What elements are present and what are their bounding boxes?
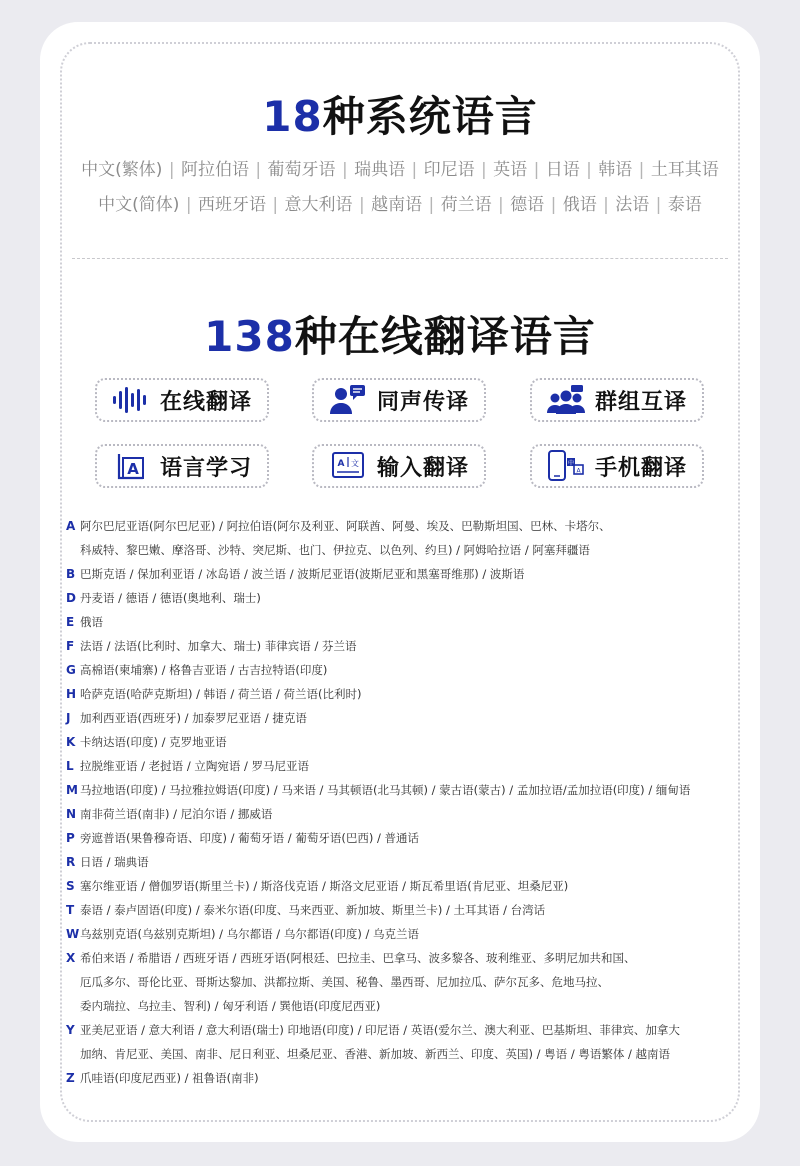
language-group [66,1018,740,1066]
group-letter: Y [66,1023,75,1037]
soundwave-icon [112,384,150,416]
system-languages-row-1 [40,155,760,180]
separator: | [185,195,192,215]
feature-label: 输入翻译 [376,455,469,481]
feature-label: 手机翻译 [594,455,687,481]
group-letter: A [66,519,76,533]
section-divider [72,258,728,259]
svg-text:A: A [576,467,581,475]
system-language-item: 印尼语 [423,160,475,180]
feature-label: 同声传译 [376,389,469,415]
group-letter: J [66,711,71,725]
system-language-item: 泰语 [667,195,702,215]
feature-simultaneous-interpretation [312,378,486,422]
system-language-item: 葡萄牙语 [267,160,336,180]
separator: | [481,160,487,180]
system-language-item: 瑞典语 [354,160,406,180]
group-letter: E [66,615,75,629]
language-group [66,778,740,802]
group-letter: R [66,855,76,869]
online-languages-title: 138种在线翻译语言 [204,312,596,361]
separator: | [168,160,175,180]
language-group [66,682,740,706]
group-letter: L [66,759,74,773]
language-line: 俄语 [80,615,103,629]
separator: | [655,195,662,215]
language-line: 亚美尼亚语 / 意大利语 / 意大利语(瑞士) 印地语(印度) / 印尼语 / 英语(爱尔兰、澳大利亚、巴基斯坦、菲律宾、加拿大 [80,1023,680,1037]
text-input-icon [329,450,367,482]
system-language-item: 中文(简体) [98,195,180,215]
language-group [66,562,740,586]
language-group [66,730,740,754]
language-line: 乌兹别克语(乌兹别克斯坦) / 乌尔都语 / 乌尔都语(印度) / 乌克兰语 [80,927,419,941]
group-letter: F [66,639,75,653]
language-group [66,826,740,850]
language-line: 南非荷兰语(南非) / 尼泊尔语 / 挪威语 [80,807,273,821]
language-group [66,946,740,1018]
svg-text:中: 中 [567,460,574,467]
feature-phone-translate [530,444,704,488]
system-language-item: 俄语 [562,195,597,215]
system-language-item: 韩语 [598,160,633,180]
feature-input-translate [312,444,486,488]
system-language-item: 意大利语 [284,195,353,215]
language-group [66,874,740,898]
group-letter: H [66,687,77,701]
language-line: 巴斯克语 / 保加利亚语 / 冰岛语 / 波兰语 / 波斯尼亚语(波斯尼亚和黑塞哥维那) / 波斯语 [80,567,525,581]
group-letter: K [66,735,76,749]
system-language-item: 德语 [510,195,545,215]
system-language-item: 西班牙语 [197,195,266,215]
feature-online-translate [95,378,269,422]
language-line: 哈萨克语(哈萨克斯坦) / 韩语 / 荷兰语 / 荷兰语(比利时) [80,687,362,701]
separator: | [550,195,557,215]
separator: | [603,195,609,215]
group-letter: D [66,591,76,605]
separator: | [498,195,504,215]
group-letter: T [66,903,75,917]
feature-label: 语言学习 [159,455,252,481]
system-language-item: 越南语 [371,195,423,215]
group-letter: P [66,831,75,845]
feature-group-translate [530,378,704,422]
language-group [66,658,740,682]
feature-label: 群组互译 [594,389,687,415]
separator: | [533,160,540,180]
separator: | [341,160,348,180]
phone-translate-icon [547,450,585,482]
separator: | [358,195,365,215]
group-letter: N [66,807,77,821]
group-letter: W [66,927,80,941]
language-line: 加利西亚语(西班牙) / 加泰罗尼亚语 / 捷克语 [80,711,307,725]
language-group [66,634,740,658]
language-line: 爪哇语(印度尼西亚) / 祖鲁语(南非) [80,1071,259,1085]
language-group [66,754,740,778]
separator: | [586,160,592,180]
language-line: 高棉语(柬埔寨) / 格鲁吉亚语 / 古吉拉特语(印度) [80,663,328,677]
language-line: 厄瓜多尔、哥伦比亚、哥斯达黎加、洪都拉斯、美国、秘鲁、墨西哥、尼加拉瓜、萨尔瓦多、危地马拉、 [80,975,609,989]
letter-a-icon [112,450,150,482]
separator: | [428,195,435,215]
language-group [66,1066,740,1090]
language-line: 拉脱维亚语 / 老挝语 / 立陶宛语 / 罗马尼亚语 [80,759,310,773]
language-group [66,514,740,562]
language-group [66,706,740,730]
system-language-item: 中文(繁体) [81,160,163,180]
language-line: 法语 / 法语(比利时、加拿大、瑞士) 菲律宾语 / 芬兰语 [80,639,357,653]
language-line: 泰语 / 泰卢固语(印度) / 泰米尔语(印度、马来西亚、新加坡、斯里兰卡) / 土耳其语 / 台湾话 [80,903,546,917]
system-language-item: 荷兰语 [440,195,492,215]
svg-text:A: A [337,459,345,469]
language-line: 加纳、肯尼亚、美国、南非、尼日利亚、坦桑尼亚、香港、新加坡、新西兰、印度、英国) / 粤语 / 粤语繁体 / 越南语 [80,1047,671,1061]
separator: | [638,160,645,180]
language-line: 旁遮普语(果鲁穆奇语、印度) / 葡萄牙语 / 葡萄牙语(巴西) / 普通话 [80,831,419,845]
system-language-item: 日语 [545,160,580,180]
system-language-item: 土耳其语 [650,160,719,180]
language-line: 塞尔维亚语 / 僧伽罗语(斯里兰卡) / 斯洛伐克语 / 斯洛文尼亚语 / 斯瓦希里语(肯尼亚、坦桑尼亚) [80,879,569,893]
language-line: 希伯来语 / 希腊语 / 西班牙语 / 西班牙语(阿根廷、巴拉圭、巴拿马、波多黎各、玻利维亚、多明尼加共和国、 [80,951,636,965]
system-language-item: 法语 [615,195,650,215]
language-line: 委内瑞拉、乌拉圭、智利) / 匈牙利语 / 巽他语(印度尼西亚) [80,999,381,1013]
language-line: 日语 / 瑞典语 [80,855,149,869]
group-letter: M [66,783,78,797]
language-group [66,898,740,922]
separator: | [255,160,262,180]
language-line: 阿尔巴尼亚语(阿尔巴尼亚) / 阿拉伯语(阿尔及利亚、阿联酋、阿曼、埃及、巴勒斯坦国、巴林、卡塔尔、 [80,519,611,533]
group-letter: S [66,879,75,893]
feature-language-learning [95,444,269,488]
language-group [66,802,740,826]
separator: | [272,195,279,215]
group-letter: B [66,567,76,581]
svg-text:文: 文 [350,459,359,468]
group-icon [547,384,585,416]
language-line: 科威特、黎巴嫩、摩洛哥、沙特、突尼斯、也门、伊拉克、以色列、约旦) / 阿姆哈拉语 / 阿塞拜疆语 [80,543,590,557]
group-letter: Z [66,1071,75,1085]
group-letter: X [66,951,76,965]
main-card [40,22,760,1142]
feature-label: 在线翻译 [159,389,252,415]
language-group [66,850,740,874]
language-line: 卡纳达语(印度) / 克罗地亚语 [80,735,227,749]
speaker-person-icon [329,384,367,416]
language-group [66,586,740,610]
language-list [66,514,740,1090]
system-languages-title: 18种系统语言 [262,92,538,141]
system-language-item: 阿拉伯语 [180,160,249,180]
language-line: 丹麦语 / 德语 / 德语(奥地利、瑞士) [80,591,261,605]
language-group [66,610,740,634]
language-group [66,922,740,946]
svg-text:A: A [127,460,139,478]
language-line: 马拉地语(印度) / 马拉雅拉姆语(印度) / 马来语 / 马其顿语(北马其顿) / 蒙古语(蒙古) / 孟加拉语/孟加拉语(印度) / 缅甸语 [80,783,691,797]
system-language-item: 英语 [493,160,528,180]
system-languages-row-2 [40,190,760,215]
group-letter: G [66,663,76,677]
separator: | [411,160,418,180]
